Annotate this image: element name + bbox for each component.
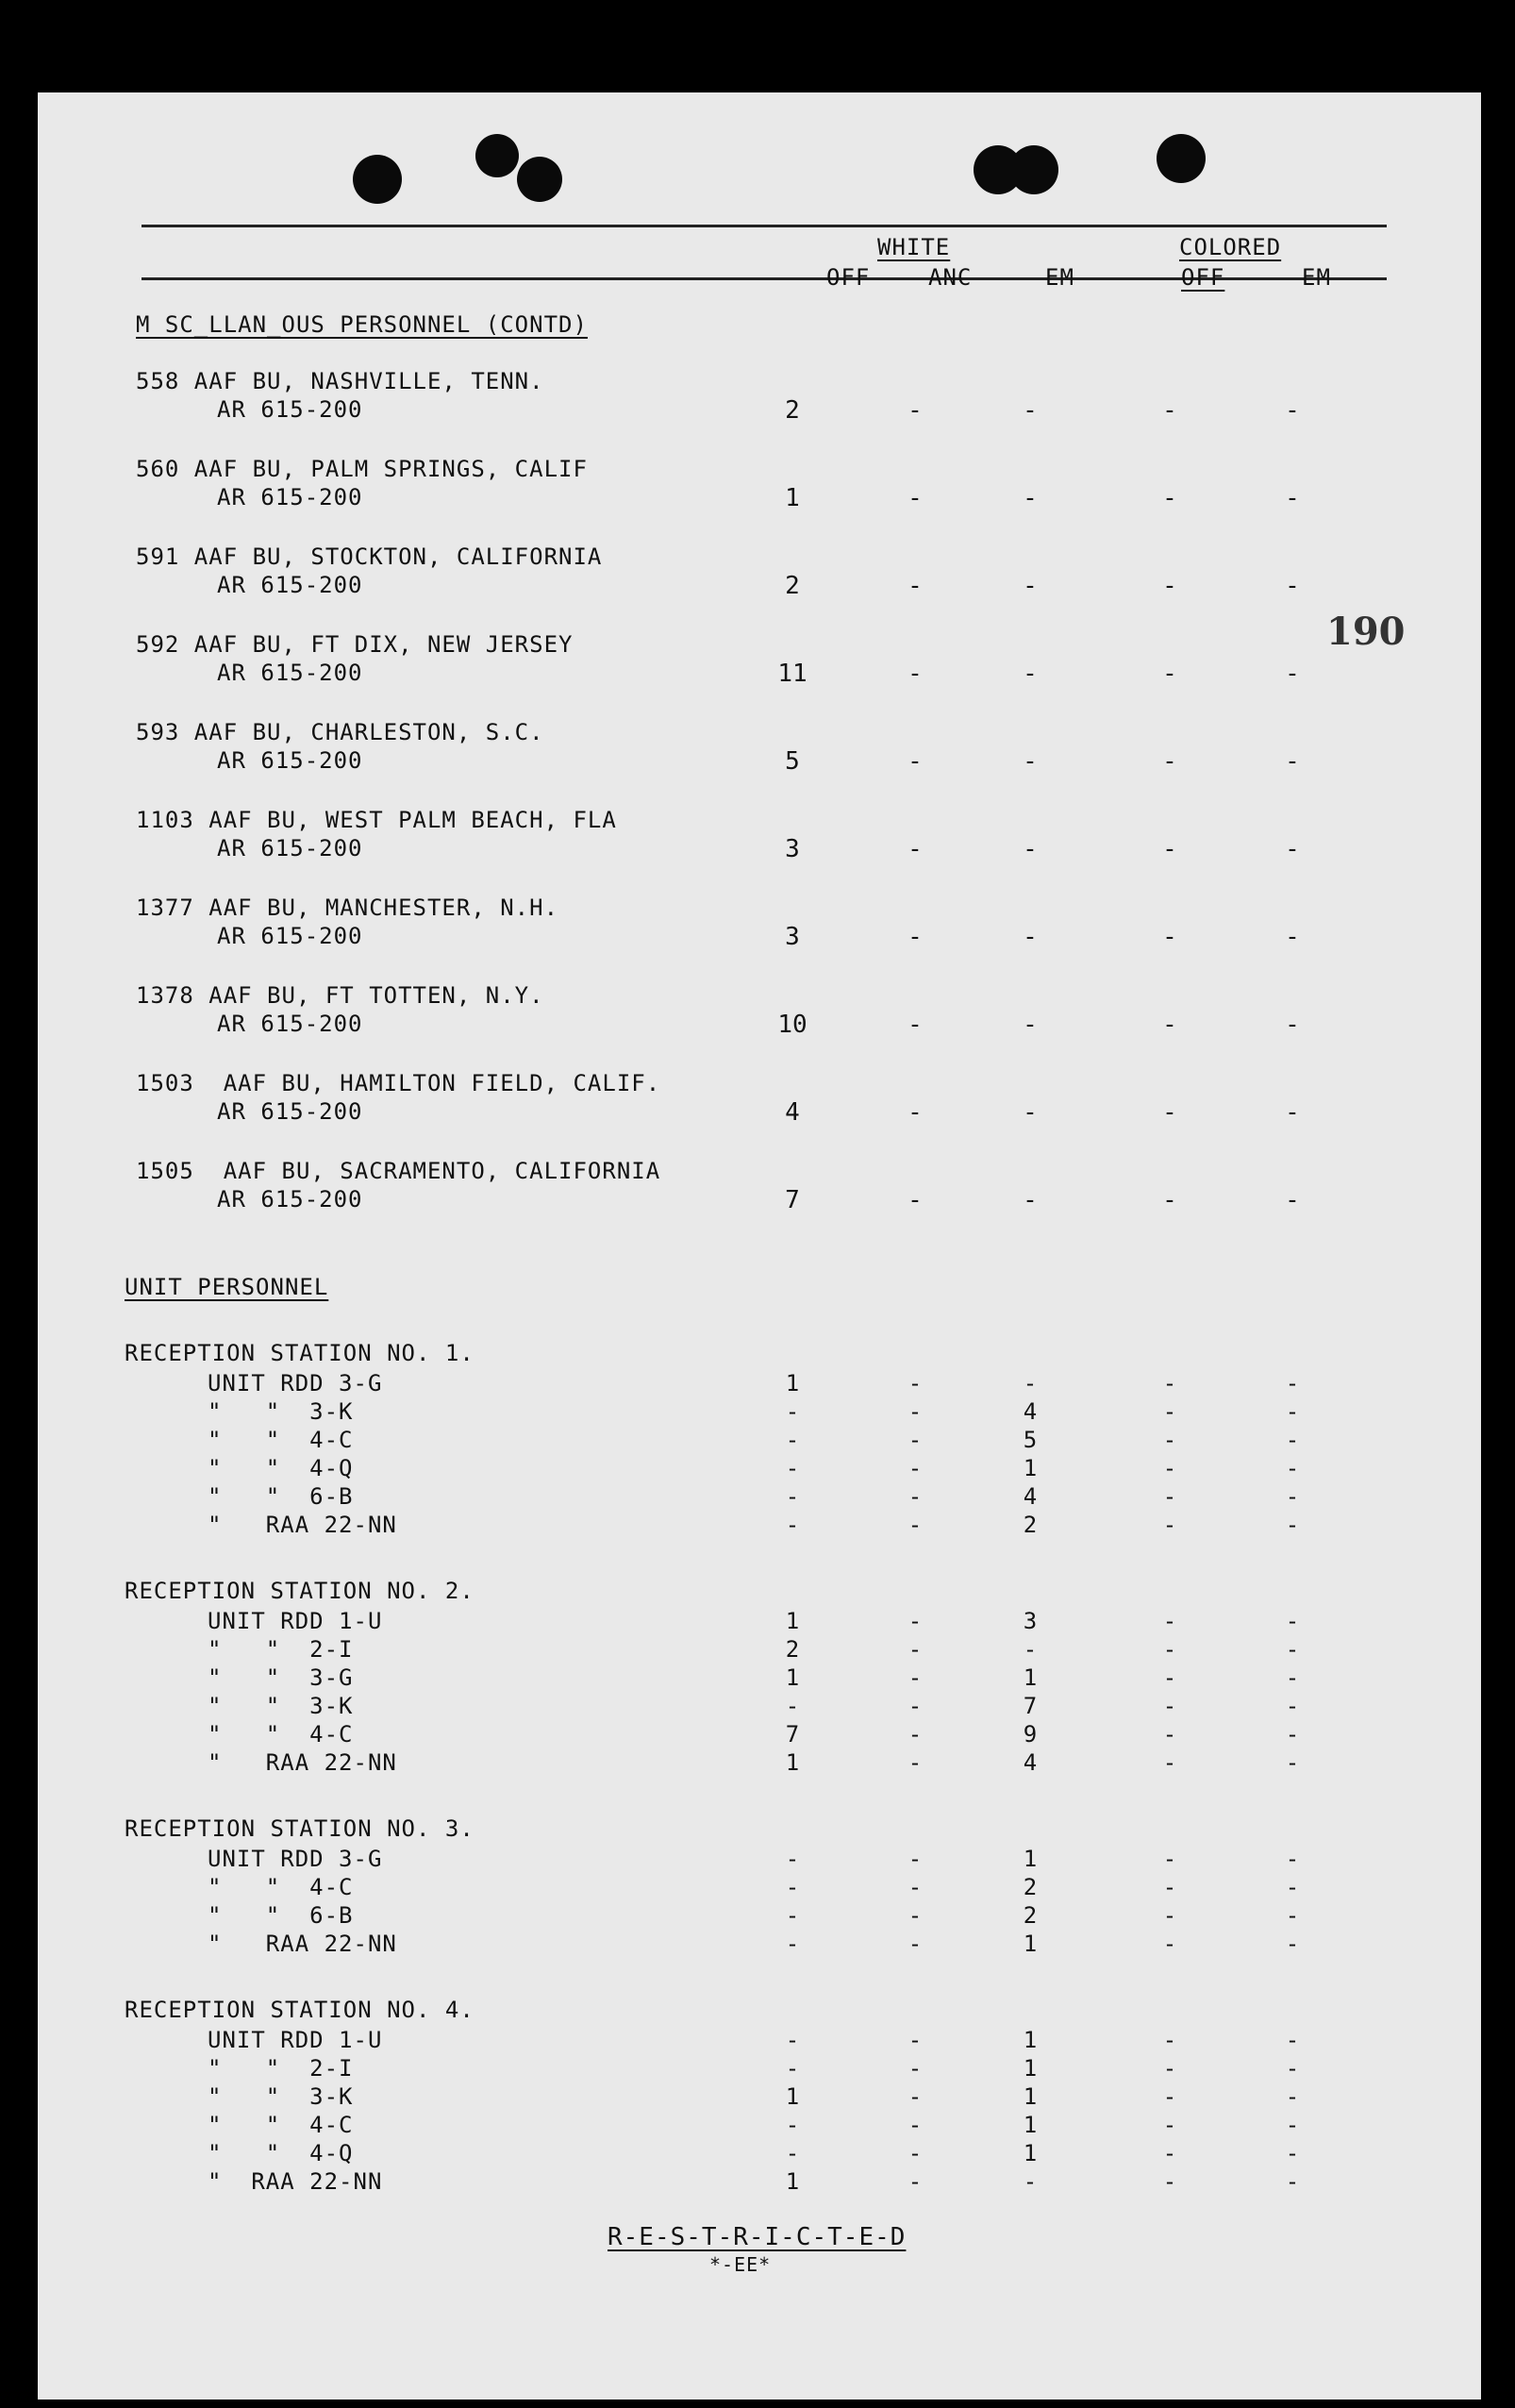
table-cell: - (1285, 1370, 1300, 1396)
entry-regulation: AR 615-200 (217, 1098, 363, 1125)
table-cell: - (1285, 1874, 1300, 1900)
entry-unit-line: 560 AAF BU, PALM SPRINGS, CALIF (136, 456, 588, 482)
table-cell: - (1162, 484, 1177, 512)
table-cell: - (785, 2055, 800, 2082)
table-cell: - (1285, 1455, 1300, 1481)
table-cell: 5 (1023, 1427, 1038, 1453)
table-cell: - (1023, 1636, 1038, 1663)
header-white-group: WHITE (877, 234, 951, 260)
punch-hole-icon (475, 134, 519, 177)
table-cell: - (907, 1186, 923, 1214)
table-cell: 1 (785, 484, 800, 512)
table-cell: - (1162, 2083, 1177, 2110)
station-row-label: " " 6-B (208, 1483, 354, 1510)
punch-hole-icon (517, 157, 562, 202)
table-cell: - (907, 660, 923, 688)
page-number: 190 (1326, 610, 1406, 654)
table-cell: - (1285, 1749, 1300, 1776)
table-cell: - (907, 1608, 923, 1634)
table-cell: - (1023, 484, 1038, 512)
table-cell: - (1162, 1931, 1177, 1957)
table-cell: - (1285, 572, 1300, 600)
table-cell: - (907, 2083, 923, 2110)
entry-unit-line: 1503 AAF BU, HAMILTON FIELD, CALIF. (136, 1070, 661, 1096)
table-cell: - (1162, 1483, 1177, 1510)
table-cell: - (1285, 1427, 1300, 1453)
table-cell: - (1162, 1664, 1177, 1691)
column-header: ANC (928, 264, 973, 291)
document-page (38, 92, 1481, 2400)
table-cell: - (785, 1455, 800, 1481)
station-row-label: " " 3-G (208, 1664, 354, 1691)
station-row-label: " " 4-C (208, 1427, 354, 1453)
entry-unit-line: 1378 AAF BU, FT TOTTEN, N.Y. (136, 982, 544, 1009)
table-cell: - (1162, 1011, 1177, 1039)
column-header: OFF (826, 264, 871, 291)
table-cell: 7 (785, 1721, 800, 1747)
table-cell: 1 (785, 1370, 800, 1396)
table-cell: - (1023, 572, 1038, 600)
punch-hole-icon (1157, 134, 1206, 183)
station-row-label: " RAA 22-NN (208, 1931, 397, 1957)
table-cell: - (907, 2112, 923, 2138)
station-row-label: " " 4-C (208, 2112, 354, 2138)
station-row-label: " " 6-B (208, 1902, 354, 1929)
table-cell: - (1162, 923, 1177, 951)
table-cell: - (907, 1749, 923, 1776)
table-cell: - (785, 1874, 800, 1900)
table-cell: 4 (1023, 1483, 1038, 1510)
entry-regulation: AR 615-200 (217, 572, 363, 598)
table-cell: 4 (1023, 1749, 1038, 1776)
table-cell: - (1162, 2055, 1177, 2082)
table-cell: - (785, 1483, 800, 1510)
table-cell: 2 (1023, 1874, 1038, 1900)
station-row-label: " " 3-K (208, 1398, 354, 1425)
table-cell: - (1285, 1186, 1300, 1214)
table-cell: 1 (785, 1749, 800, 1776)
punch-hole-icon (353, 155, 402, 204)
table-cell: - (907, 1483, 923, 1510)
table-cell: - (1162, 1902, 1177, 1929)
column-header: EM (1302, 264, 1331, 291)
station-row-label: " " 4-C (208, 1874, 354, 1900)
table-cell: - (907, 484, 923, 512)
entry-regulation: AR 615-200 (217, 923, 363, 949)
table-cell: - (785, 2140, 800, 2166)
station-row-label: " RAA 22-NN (208, 2168, 383, 2195)
table-cell: - (907, 1427, 923, 1453)
table-cell: - (785, 1931, 800, 1957)
table-cell: - (785, 2112, 800, 2138)
table-cell: - (1285, 2140, 1300, 2166)
table-cell: - (907, 835, 923, 863)
table-cell: - (907, 1636, 923, 1663)
table-cell: - (1162, 2027, 1177, 2053)
table-cell: - (1285, 1608, 1300, 1634)
table-cell: 1 (1023, 1664, 1038, 1691)
table-cell: - (907, 1931, 923, 1957)
entry-regulation: AR 615-200 (217, 1186, 363, 1212)
table-cell: - (785, 1902, 800, 1929)
table-cell: - (1162, 396, 1177, 425)
table-cell: - (1162, 1098, 1177, 1127)
table-cell: - (1162, 1636, 1177, 1663)
table-cell: - (907, 572, 923, 600)
classification-footer: R-E-S-T-R-I-C-T-E-D (608, 2223, 907, 2251)
table-cell: - (785, 1846, 800, 1872)
table-cell: - (1162, 572, 1177, 600)
entry-regulation: AR 615-200 (217, 835, 363, 861)
station-row-label: UNIT RDD 3-G (208, 1846, 383, 1872)
table-cell: - (1285, 2112, 1300, 2138)
table-cell: 7 (785, 1186, 800, 1214)
table-cell: - (785, 1398, 800, 1425)
station-row-label: UNIT RDD 3-G (208, 1370, 383, 1396)
station-row-label: " " 4-Q (208, 1455, 354, 1481)
table-cell: - (907, 1874, 923, 1900)
table-cell: 9 (1023, 1721, 1038, 1747)
table-cell: - (1285, 1098, 1300, 1127)
table-cell: - (907, 1398, 923, 1425)
entry-unit-line: 1377 AAF BU, MANCHESTER, N.H. (136, 895, 559, 921)
table-cell: 2 (785, 396, 800, 425)
table-cell: - (1285, 1693, 1300, 1719)
table-cell: - (1023, 747, 1038, 776)
table-cell: 1 (785, 2168, 800, 2195)
table-cell: - (1162, 747, 1177, 776)
table-cell: - (1162, 2112, 1177, 2138)
table-cell: - (1162, 835, 1177, 863)
table-cell: 4 (1023, 1398, 1038, 1425)
table-cell: 1 (1023, 2140, 1038, 2166)
table-cell: 1 (1023, 2027, 1038, 2053)
station-row-label: " RAA 22-NN (208, 1512, 397, 1538)
table-cell: - (907, 396, 923, 425)
table-cell: - (1162, 1398, 1177, 1425)
table-cell: - (1285, 1931, 1300, 1957)
station-row-label: " " 3-K (208, 1693, 354, 1719)
table-cell: - (1023, 835, 1038, 863)
entry-unit-line: 591 AAF BU, STOCKTON, CALIFORNIA (136, 543, 603, 570)
table-cell: - (1285, 396, 1300, 425)
table-cell: - (1162, 2168, 1177, 2195)
table-cell: 1 (785, 1608, 800, 1634)
table-cell: - (785, 1427, 800, 1453)
table-cell: - (1285, 2055, 1300, 2082)
header-colored-group: COLORED (1179, 234, 1282, 260)
entry-regulation: AR 615-200 (217, 660, 363, 686)
table-cell: - (1162, 1455, 1177, 1481)
table-cell: 1 (1023, 2055, 1038, 2082)
table-cell: - (785, 1693, 800, 1719)
station-title: RECEPTION STATION NO. 4. (125, 1997, 474, 2023)
table-cell: - (907, 1455, 923, 1481)
station-row-label: " RAA 22-NN (208, 1749, 397, 1776)
table-cell: - (1285, 2083, 1300, 2110)
table-cell: 10 (777, 1011, 807, 1039)
table-cell: 3 (785, 835, 800, 863)
table-cell: 4 (785, 1098, 800, 1127)
table-cell: - (907, 1902, 923, 1929)
table-cell: - (1285, 1011, 1300, 1039)
table-cell: 2 (1023, 1512, 1038, 1538)
table-cell: - (1162, 1721, 1177, 1747)
column-header: OFF (1181, 264, 1225, 291)
table-cell: - (1162, 1512, 1177, 1538)
section-title: M SC_LLAN_OUS PERSONNEL (CONTD) (136, 311, 588, 338)
table-cell: 2 (785, 1636, 800, 1663)
entry-regulation: AR 615-200 (217, 1011, 363, 1037)
table-cell: - (1162, 1427, 1177, 1453)
table-cell: 2 (785, 572, 800, 600)
table-cell: - (1285, 660, 1300, 688)
station-title: RECEPTION STATION NO. 1. (125, 1340, 474, 1366)
table-cell: 7 (1023, 1693, 1038, 1719)
station-row-label: UNIT RDD 1-U (208, 1608, 383, 1634)
table-cell: - (907, 1693, 923, 1719)
entry-unit-line: 1103 AAF BU, WEST PALM BEACH, FLA (136, 807, 617, 833)
table-cell: - (1285, 1398, 1300, 1425)
table-cell: - (907, 1846, 923, 1872)
table-cell: - (1162, 1608, 1177, 1634)
table-cell: - (1162, 1693, 1177, 1719)
entry-unit-line: 558 AAF BU, NASHVILLE, TENN. (136, 368, 544, 394)
station-title: RECEPTION STATION NO. 2. (125, 1578, 474, 1604)
table-cell: - (1023, 660, 1038, 688)
table-cell: - (1285, 1636, 1300, 1663)
table-cell: - (1285, 2027, 1300, 2053)
table-cell: - (1285, 2168, 1300, 2195)
entry-regulation: AR 615-200 (217, 396, 363, 423)
table-cell: - (1162, 1749, 1177, 1776)
table-cell: - (1023, 396, 1038, 425)
entry-unit-line: 1505 AAF BU, SACRAMENTO, CALIFORNIA (136, 1158, 661, 1184)
table-cell: 1 (1023, 1455, 1038, 1481)
table-cell: - (785, 1512, 800, 1538)
table-cell: - (1285, 1664, 1300, 1691)
punch-hole-icon (1009, 145, 1058, 194)
table-cell: - (1285, 747, 1300, 776)
footer-code: *-EE* (709, 2253, 772, 2276)
table-cell: - (907, 1370, 923, 1396)
table-cell: - (1285, 484, 1300, 512)
table-cell: 2 (1023, 1902, 1038, 1929)
table-cell: - (1285, 1721, 1300, 1747)
table-cell: - (907, 1011, 923, 1039)
table-cell: - (907, 747, 923, 776)
table-cell: - (1162, 1370, 1177, 1396)
table-cell: - (907, 923, 923, 951)
column-header: EM (1045, 264, 1074, 291)
table-cell: - (1162, 1186, 1177, 1214)
table-cell: 1 (785, 1664, 800, 1691)
table-cell: - (1023, 1098, 1038, 1127)
table-cell: - (1285, 1483, 1300, 1510)
table-cell: - (907, 1512, 923, 1538)
table-cell: - (1162, 1846, 1177, 1872)
table-cell: - (1162, 2140, 1177, 2166)
table-cell: - (1285, 923, 1300, 951)
station-row-label: " " 4-C (208, 1721, 354, 1747)
table-cell: 3 (785, 923, 800, 951)
table-cell: 5 (785, 747, 800, 776)
station-row-label: " " 3-K (208, 2083, 354, 2110)
table-cell: 11 (777, 660, 807, 688)
table-cell: - (907, 2055, 923, 2082)
section-title: UNIT PERSONNEL (125, 1274, 329, 1300)
table-cell: - (785, 2027, 800, 2053)
table-cell: - (907, 1721, 923, 1747)
station-row-label: " " 2-I (208, 2055, 354, 2082)
table-cell: - (1023, 1370, 1038, 1396)
table-cell: - (907, 2140, 923, 2166)
station-row-label: UNIT RDD 1-U (208, 2027, 383, 2053)
table-cell: 1 (785, 2083, 800, 2110)
table-cell: - (1023, 923, 1038, 951)
table-cell: - (1023, 1186, 1038, 1214)
table-cell: 1 (1023, 1846, 1038, 1872)
table-cell: - (1285, 1846, 1300, 1872)
table-cell: - (1162, 1874, 1177, 1900)
table-cell: - (1162, 660, 1177, 688)
entry-regulation: AR 615-200 (217, 484, 363, 510)
header-rule-top (142, 225, 1387, 227)
station-row-label: " " 4-Q (208, 2140, 354, 2166)
station-title: RECEPTION STATION NO. 3. (125, 1815, 474, 1842)
table-cell: 1 (1023, 1931, 1038, 1957)
table-cell: - (1023, 2168, 1038, 2195)
entry-unit-line: 592 AAF BU, FT DIX, NEW JERSEY (136, 631, 574, 658)
table-cell: - (1285, 835, 1300, 863)
station-row-label: " " 2-I (208, 1636, 354, 1663)
entry-unit-line: 593 AAF BU, CHARLESTON, S.C. (136, 719, 544, 745)
table-cell: - (1023, 1011, 1038, 1039)
table-cell: - (907, 1664, 923, 1691)
table-cell: - (907, 2027, 923, 2053)
table-cell: - (907, 1098, 923, 1127)
table-cell: - (1285, 1512, 1300, 1538)
table-cell: 1 (1023, 2083, 1038, 2110)
table-cell: - (1285, 1902, 1300, 1929)
table-cell: 3 (1023, 1608, 1038, 1634)
table-cell: - (907, 2168, 923, 2195)
table-cell: 1 (1023, 2112, 1038, 2138)
entry-regulation: AR 615-200 (217, 747, 363, 774)
